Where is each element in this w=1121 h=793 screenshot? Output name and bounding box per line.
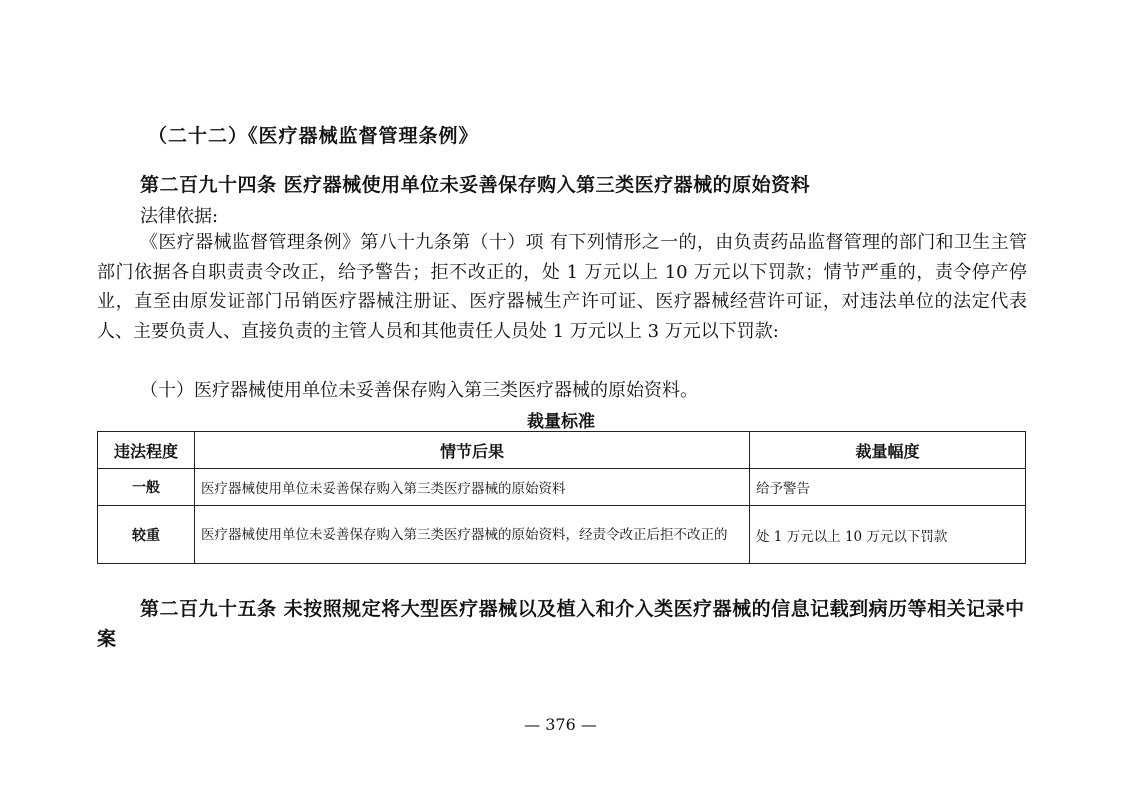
circumstance-cell: 医疗器械使用单位未妥善保存购入第三类医疗器械的原始资料 bbox=[195, 469, 750, 506]
legal-basis-label: 法律依据: bbox=[140, 206, 219, 227]
table-row bbox=[98, 506, 1026, 564]
discretion-standard-table bbox=[97, 431, 1026, 564]
header-circumstance: 情节后果 bbox=[195, 432, 750, 469]
table-row bbox=[98, 469, 1026, 506]
penalty-cell: 给予警告 bbox=[750, 469, 1026, 506]
page-number: — 376 — bbox=[524, 715, 597, 734]
violation-item: （十）医疗器械使用单位未妥善保存购入第三类医疗器械的原始资料。 bbox=[140, 380, 698, 401]
circumstance-cell: 医疗器械使用单位未妥善保存购入第三类医疗器械的原始资料，经责令改正后拒不改正的 bbox=[195, 506, 750, 564]
header-penalty-range: 裁量幅度 bbox=[750, 432, 1026, 469]
table-caption: 裁量标准 bbox=[527, 412, 595, 432]
legal-basis-text: 《医疗器械监督管理条例》第八十九条第（十）项 有下列情形之一的，由负责药品监督管理的部门和卫生主管部门依据各自职责责令改正，给予警告；拒不改正的，处 1 万元以上 10 万元以下罚款；情节严重的，责令停产停业，直至由原发证部门吊销医疗器械注册证、医疗器械生产许可证、医疗器械经营许可证，对违法单位的法定代表人、主要负责人、直接负责的主管人员和其他责任人员处 1 万元以上 3 万元以下罚款: bbox=[97, 232, 1027, 342]
section-title: （二十二）《医疗器械监督管理条例》 bbox=[148, 125, 479, 147]
level-cell: 较重 bbox=[98, 506, 195, 564]
penalty-cell: 处 1 万元以上 10 万元以下罚款 bbox=[750, 506, 1026, 564]
article-title: 第二百九十四条 医疗器械使用单位未妥善保存购入第三类医疗器械的原始资料 bbox=[140, 174, 811, 196]
table-header-row bbox=[98, 432, 1026, 469]
header-violation-level: 违法程度 bbox=[98, 432, 195, 469]
level-cell: 一般 bbox=[98, 469, 195, 506]
next-article-title: 第二百九十五条 未按照规定将大型医疗器械以及植入和介入类医疗器械的信息记载到病历等相关记录中案 bbox=[97, 598, 1025, 650]
